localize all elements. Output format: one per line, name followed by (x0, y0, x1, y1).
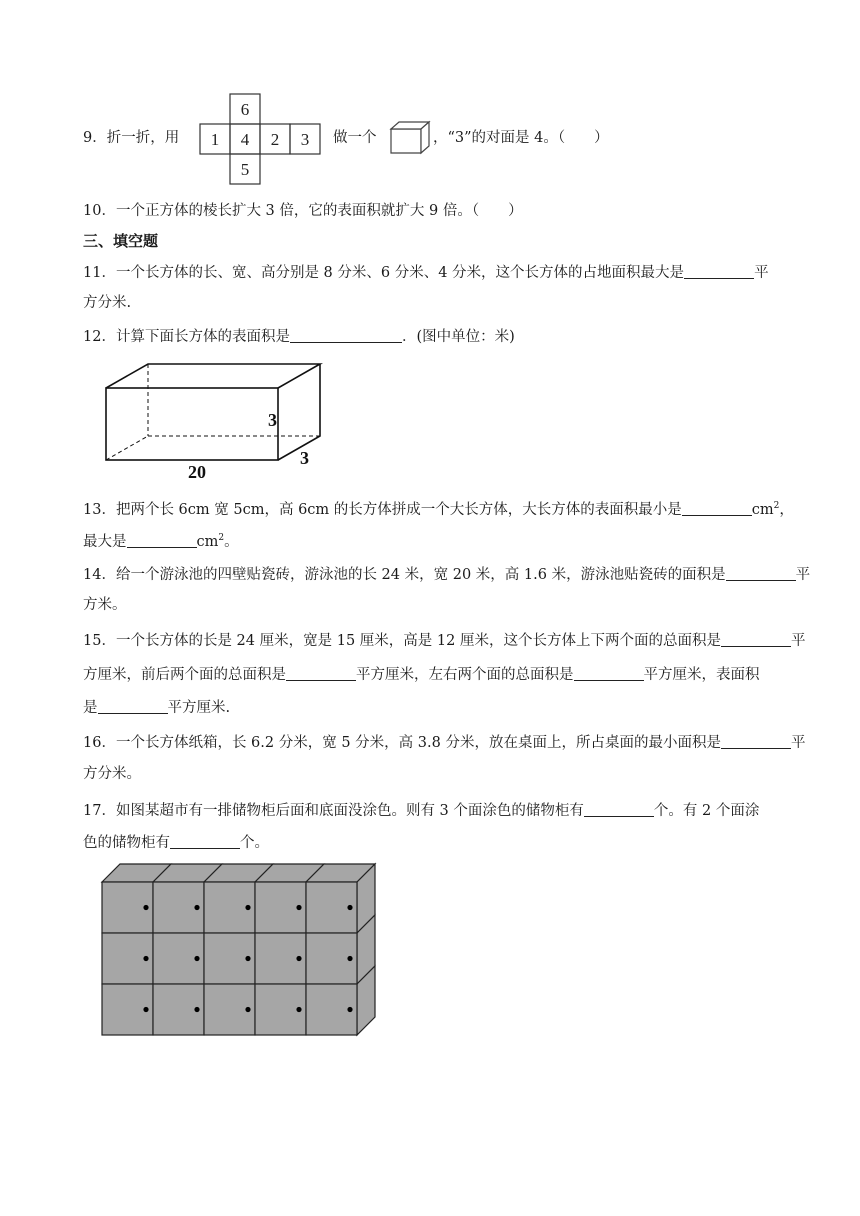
cube-icon (389, 119, 431, 155)
net-label-3: 3 (300, 130, 310, 149)
q13-min-blank[interactable] (682, 499, 752, 516)
cuboid-width-label: 3 (300, 448, 309, 468)
question-17 (83, 800, 759, 821)
question-14 (83, 564, 810, 585)
q9-mid-label: 做一个 (333, 130, 377, 146)
q15-text: 15．一个长方体的长是 24 厘米，宽是 15 厘米，高是 12 厘米，这个长方体上下两个面的总面积是 (83, 633, 721, 649)
q10-text: 10．一个正方体的棱长扩大 3 倍，它的表面积就扩大 9 倍。（ ） (83, 203, 523, 219)
q15-text-3: 平方厘米，左右两个面的总面积是 (356, 667, 574, 683)
question-15-cont (83, 664, 760, 685)
cabinet-knob (194, 905, 199, 910)
question-11-cont (83, 293, 131, 313)
q14-text: 14．给一个游泳池的四壁贴瓷砖，游泳池的长 24 米，宽 20 米，高 1.6 米，游泳池贴瓷砖的面积是 (83, 567, 726, 583)
q17-two-face-blank[interactable] (170, 832, 240, 849)
question-15-cont-2 (83, 697, 230, 718)
net-label-4: 4 (240, 130, 250, 149)
q17-text: 17．如图某超市有一排储物柜后面和底面没涂色。则有 3 个面涂色的储物柜有 (83, 803, 584, 819)
cabinet-knob (245, 905, 250, 910)
question-12 (83, 326, 515, 347)
question-14-cont (83, 595, 127, 615)
q11-unit: 平 (754, 265, 769, 281)
q13-end: 。 (224, 533, 239, 550)
q13-max-blank[interactable] (127, 531, 197, 548)
q9-prefix: 9．折一折，用 (83, 130, 180, 146)
cabinet-knob (245, 956, 250, 961)
q13-text-cont: 最大是 (83, 533, 127, 550)
q9-tail-text (433, 128, 609, 148)
cuboid-length-label: 20 (188, 462, 206, 482)
q11-text-cont: 方分米. (83, 295, 132, 311)
cabinet-knob (296, 905, 301, 910)
q15-top-bottom-blank[interactable] (721, 630, 791, 647)
question-11 (83, 262, 769, 283)
question-16 (83, 732, 805, 753)
cube-net-figure (198, 92, 326, 188)
q16-text-cont: 方分米。 (83, 766, 141, 782)
cabinet-knob (347, 1007, 352, 1012)
q16-unit: 平 (790, 735, 806, 751)
q12-text-tail: ．(图中单位：米) (401, 329, 515, 345)
cabinet-knob (347, 905, 352, 910)
q12-text: 12．计算下面长方体的表面积是 (83, 329, 290, 345)
cabinet-knob (143, 956, 148, 961)
q14-answer-blank[interactable] (726, 564, 796, 581)
q11-text: 11．一个长方体的长、宽、高分别是 8 分米、6 分米、4 分米，这个长方体的占地面积最大是 (83, 265, 685, 281)
storage-cabinet-figure (100, 862, 380, 1038)
cabinet-knob (143, 905, 148, 910)
q12-answer-blank[interactable] (290, 326, 402, 343)
q9-middle-text (333, 128, 377, 148)
q15-text-2: 方厘米，前后两个面的总面积是 (83, 667, 286, 683)
net-label-1: 1 (210, 130, 220, 149)
cabinet-knob (194, 1007, 199, 1012)
question-15 (83, 630, 805, 651)
q16-text: 16．一个长方体纸箱，长 6.2 分米，宽 5 分米，高 3.8 分米，放在桌面上，所占桌面的最小面积是 (83, 735, 721, 751)
q11-answer-blank[interactable] (684, 262, 754, 279)
q16-answer-blank[interactable] (721, 732, 791, 749)
cabinet-knob (245, 1007, 250, 1012)
cabinet-knob (347, 956, 352, 961)
cabinet-knob (296, 956, 301, 961)
q15-surface-blank[interactable] (98, 697, 168, 714)
net-label-5: 5 (240, 160, 250, 179)
question-13 (83, 496, 794, 520)
cabinet-knob (194, 956, 199, 961)
net-label-2: 2 (270, 130, 280, 149)
question-10 (83, 201, 523, 221)
q13-unit: cm (751, 501, 774, 518)
q15-unit: 平 (790, 633, 806, 649)
cuboid-height-label: 3 (268, 410, 277, 430)
q17-three-face-blank[interactable] (584, 800, 654, 817)
q13-comma: ， (779, 501, 794, 518)
q14-unit: 平 (795, 567, 811, 583)
q13-unit-sup: 2 (773, 501, 780, 511)
q15-text-4: 平方厘米，表面积 (643, 667, 760, 683)
q15-front-back-blank[interactable] (286, 664, 356, 681)
q13-unit-sup-2: 2 (218, 533, 225, 543)
cabinet-knob (296, 1007, 301, 1012)
question-16-cont (83, 764, 141, 784)
section-heading: 三、填空题 (83, 232, 159, 250)
q14-text-cont: 方米。 (83, 597, 127, 613)
cuboid-figure (100, 360, 330, 482)
q15-text-5: 是 (83, 700, 98, 716)
q15-text-6: 平方厘米. (167, 700, 231, 716)
question-17-cont (83, 832, 269, 853)
q9-tail-label: ，“3”的对面是 4。（ ） (433, 130, 609, 146)
question-13-cont (83, 528, 239, 552)
q13-text: 13．把两个长 6cm 宽 5cm，高 6cm 的长方体拼成一个大长方体，大长方体的表面积最小是 (83, 501, 682, 518)
question-9 (83, 128, 179, 148)
net-label-6: 6 (240, 100, 250, 119)
q17-text-2: 个。有 2 个面涂 (653, 803, 760, 819)
q15-left-right-blank[interactable] (574, 664, 644, 681)
q17-text-3: 色的储物柜有 (83, 835, 170, 851)
q13-unit-2: cm (196, 533, 219, 550)
cabinet-knob (143, 1007, 148, 1012)
q17-text-4: 个。 (240, 835, 269, 851)
